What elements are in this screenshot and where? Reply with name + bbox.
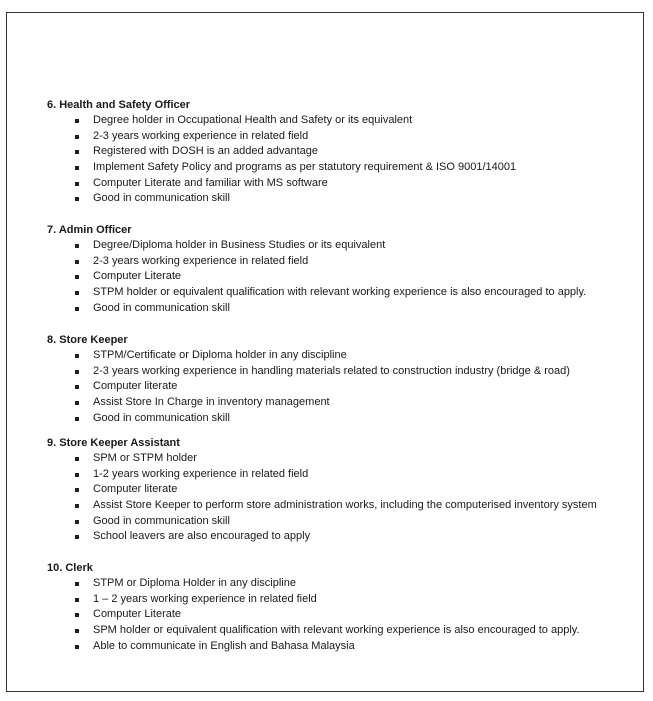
list-item — [47, 113, 637, 129]
bullet-icon — [75, 244, 79, 248]
job-section — [47, 435, 637, 545]
bullet-icon — [75, 457, 79, 461]
requirement-text: Assist Store In Charge in inventory management — [93, 396, 330, 409]
bullet-icon — [75, 401, 79, 405]
bullet-icon — [75, 385, 79, 389]
requirement-text: STPM or Diploma Holder in any discipline — [93, 577, 296, 589]
bullet-icon — [75, 417, 79, 421]
list-item — [47, 301, 637, 317]
requirements-list — [47, 451, 637, 545]
requirement-text: Degree/Diploma holder in Business Studies or its equivalent — [93, 239, 386, 251]
requirement-text: Able to communicate in English and Bahasa Malaysia — [93, 639, 355, 652]
bullet-icon — [75, 504, 79, 508]
requirement-text: Assist Store Keeper to perform store administration works, including the computerised inventory system — [93, 499, 597, 512]
bullet-icon — [75, 182, 79, 186]
list-item — [47, 176, 637, 192]
requirement-text: STPM holder or equivalent qualification with relevant working experience is also encouraged to apply. — [93, 286, 587, 299]
list-item — [47, 191, 637, 207]
bullet-icon — [75, 535, 79, 539]
job-title-heading: 8. Store Keeper — [47, 334, 128, 346]
list-item — [47, 639, 637, 655]
requirement-text: Good in communication skill — [93, 192, 230, 205]
job-section — [47, 332, 637, 426]
list-item — [47, 144, 637, 160]
job-title-heading: 9. Store Keeper Assistant — [47, 437, 180, 449]
list-item — [47, 607, 637, 623]
requirement-text: 1-2 years working experience in related field — [93, 467, 309, 480]
bullet-icon — [75, 473, 79, 477]
list-item — [47, 254, 637, 270]
list-item — [47, 623, 637, 639]
job-title-heading: 6. Health and Safety Officer — [47, 99, 191, 111]
requirement-text: Computer Literate — [93, 608, 182, 621]
bullet-icon — [75, 370, 79, 374]
list-item — [47, 379, 637, 395]
list-item — [47, 411, 637, 427]
requirement-text: SPM or STPM holder — [93, 452, 197, 464]
requirement-text: Good in communication skill — [93, 514, 230, 527]
list-item — [47, 467, 637, 483]
bullet-icon — [75, 307, 79, 311]
bullet-icon — [75, 166, 79, 170]
bullet-icon — [75, 197, 79, 201]
bullet-icon — [75, 629, 79, 633]
list-item — [47, 348, 637, 364]
list-item — [47, 160, 637, 176]
requirement-text: 2-3 years working experience in handling materials related to construction industry (bridge & road) — [93, 364, 570, 377]
list-item — [47, 395, 637, 411]
requirement-text: STPM/Certificate or Diploma holder in any discipline — [93, 349, 347, 361]
job-section — [47, 97, 637, 207]
bullet-icon — [75, 520, 79, 524]
list-item — [47, 592, 637, 608]
bullet-icon — [75, 150, 79, 154]
requirement-text: Computer literate — [93, 380, 178, 393]
list-item — [47, 269, 637, 285]
bullet-icon — [75, 275, 79, 279]
bullet-icon — [75, 488, 79, 492]
requirement-text: Computer literate — [93, 483, 178, 496]
requirement-text: Good in communication skill — [93, 301, 230, 314]
bullet-icon — [75, 291, 79, 295]
bullet-icon — [75, 645, 79, 649]
requirement-text: SPM holder or equivalent qualification with relevant working experience is also encouraged to apply. — [93, 624, 580, 637]
requirement-text: 1 – 2 years working experience in related field — [93, 592, 317, 605]
bullet-icon — [75, 119, 79, 123]
job-title-heading: 10. Clerk — [47, 562, 93, 574]
job-section — [47, 560, 637, 654]
requirement-text: Good in communication skill — [93, 411, 230, 424]
job-title-heading: 7. Admin Officer — [47, 224, 132, 236]
list-item — [47, 529, 637, 545]
requirement-text: 2-3 years working experience in related field — [93, 254, 309, 267]
requirement-text: Implement Safety Policy and programs as per statutory requirement & ISO 9001/14001 — [93, 161, 517, 174]
requirement-text: Computer Literate — [93, 270, 182, 283]
list-item — [47, 576, 637, 592]
list-item — [47, 498, 637, 514]
list-item — [47, 451, 637, 467]
job-section — [47, 222, 637, 316]
bullet-icon — [75, 135, 79, 139]
list-item — [47, 129, 637, 145]
list-item — [47, 482, 637, 498]
requirement-text: Degree holder in Occupational Health and Safety or its equivalent — [93, 114, 413, 126]
requirement-text: Registered with DOSH is an added advantage — [93, 145, 319, 158]
requirements-list — [47, 348, 637, 426]
requirement-text: Computer Literate and familiar with MS software — [93, 176, 328, 189]
list-item — [47, 514, 637, 530]
list-item — [47, 364, 637, 380]
requirements-list — [47, 113, 637, 207]
bullet-icon — [75, 582, 79, 586]
requirement-text: 2-3 years working experience in related field — [93, 129, 309, 142]
requirement-text: School leavers are also encouraged to apply — [93, 530, 311, 543]
bullet-icon — [75, 613, 79, 617]
bullet-icon — [75, 598, 79, 602]
list-item — [47, 285, 637, 301]
list-item — [47, 238, 637, 254]
requirements-list — [47, 238, 637, 316]
bullet-icon — [75, 260, 79, 264]
requirements-list — [47, 576, 637, 654]
bullet-icon — [75, 354, 79, 358]
